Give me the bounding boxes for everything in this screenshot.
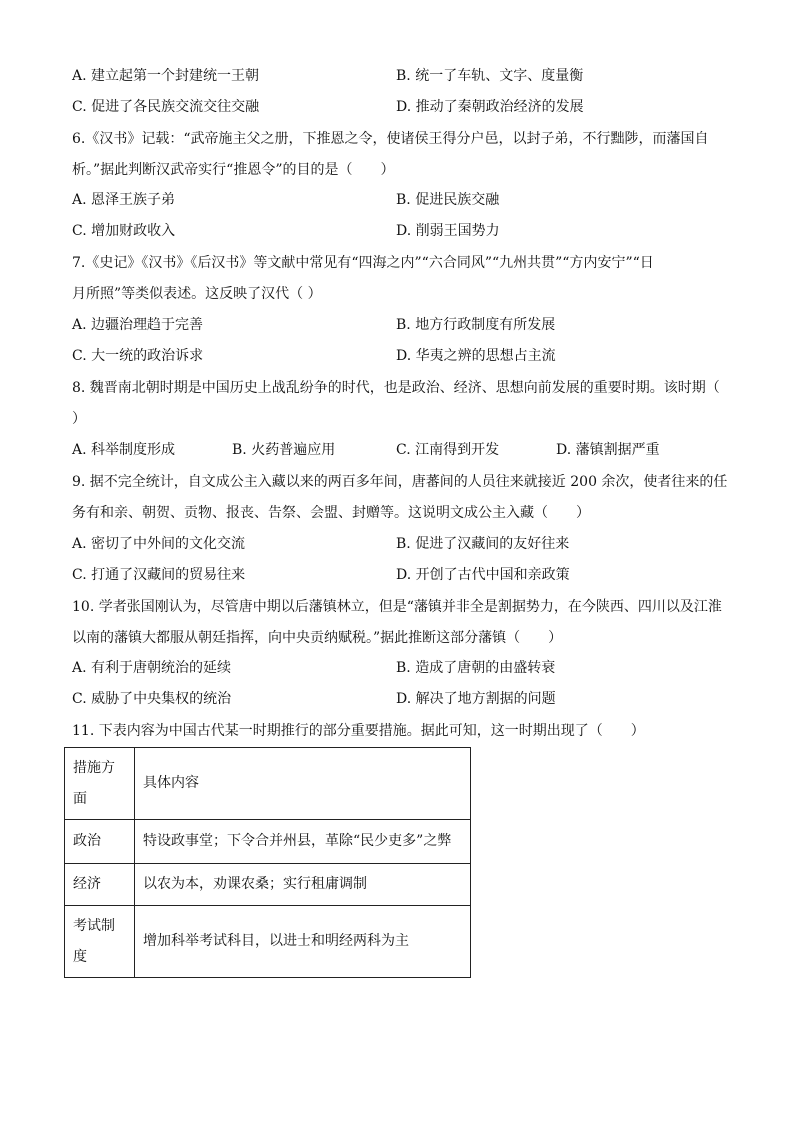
table-row xyxy=(65,820,471,864)
q10-stem xyxy=(72,592,724,654)
q10-option-d: D. 解决了地方割据的问题 xyxy=(396,691,556,707)
q9-stem-line2: 务有和亲、朝贺、贡物、报丧、告祭、会盟、封赠等。这说明文成公主入藏（ ） xyxy=(72,505,590,521)
q11-stem: 11. 下表内容为中国古代某一时期推行的部分重要措施。据此可知，这一时期出现了（ ） xyxy=(72,723,645,739)
q9-stem-line1: 9. 据不完全统计，自文成公主入藏以来的两百多年间，唐蕃间的人员往来就接近 200 余次，使者往来的任 xyxy=(72,474,728,490)
q10-stem-line1: 10. 学者张国刚认为，尽管唐中期以后藩镇林立，但是“藩镇并非全是割据势力，在今陕西、四川以及江淮 xyxy=(72,599,722,615)
q8-stem-line2: ） xyxy=(72,411,86,427)
table-header-cell xyxy=(135,748,471,820)
q7-option-d: D. 华夷之辨的思想占主流 xyxy=(396,348,556,364)
q6-option-c: C. 增加财政收入 xyxy=(72,223,176,239)
table-cell xyxy=(65,820,135,864)
q10-option-b: B. 造成了唐朝的由盛转衰 xyxy=(396,660,556,676)
q8-stem-line1: 8. 魏晋南北朝时期是中国历史上战乱纷争的时代，也是政治、经济、思想向前发展的重要时期。该时期（ xyxy=(72,380,720,396)
table-row xyxy=(65,864,471,906)
q7-option-c: C. 大一统的政治诉求 xyxy=(72,348,204,364)
table-cell xyxy=(65,864,135,906)
q7-stem-line2: 月所照”等类似表述。这反映了汉代（ ） xyxy=(72,286,322,302)
table-cell xyxy=(65,906,135,978)
q7-stem-line1: 7.《史记》《汉书》《后汉书》等文献中常见有“四海之内”“六合同风”“九州共贯”“方内安宁”“日 xyxy=(72,255,654,271)
table-header-text: 具体内容 xyxy=(143,775,199,791)
q9-stem xyxy=(72,467,728,529)
table-row xyxy=(65,906,471,978)
q8-option-c: C. 江南得到开发 xyxy=(396,442,500,458)
table-header-cell xyxy=(65,748,135,820)
table-cell xyxy=(135,820,471,864)
q9-option-b: B. 促进了汉藏间的友好往来 xyxy=(396,536,570,552)
q10-stem-line2: 以南的藩镇大都服从朝廷指挥，向中央贡纳赋税。”据此推断这部分藩镇（ ） xyxy=(72,630,563,646)
table-cell xyxy=(135,906,471,978)
table-cell-text: 以农为本，劝课农桑；实行租庸调制 xyxy=(143,876,367,892)
q9-option-c: C. 打通了汉藏间的贸易往来 xyxy=(72,567,246,583)
q7-stem xyxy=(72,248,724,310)
q11-measures-table xyxy=(64,747,471,978)
table-cell-text: 特设政事堂；下令合并州县，革除“民少吏多”之弊 xyxy=(143,833,452,849)
q8-option-b: B. 火药普遍应用 xyxy=(232,442,336,458)
q10-option-a: A. 有利于唐朝统治的延续 xyxy=(72,660,232,676)
q6-option-d: D. 削弱王国势力 xyxy=(396,223,500,239)
table-cell-text: 政治 xyxy=(73,833,101,849)
table-cell-text: 增加科举考试科目，以进士和明经两科为主 xyxy=(143,933,409,949)
table-header-text: 措施方面 xyxy=(73,759,115,807)
q6-option-b: B. 促进民族交融 xyxy=(396,192,500,208)
q5-option-d: D. 推动了秦朝政治经济的发展 xyxy=(396,99,584,115)
q6-option-a: A. 恩泽王族子弟 xyxy=(72,192,176,208)
q9-option-a: A. 密切了中外间的文化交流 xyxy=(72,536,246,552)
q7-option-b: B. 地方行政制度有所发展 xyxy=(396,317,556,333)
table-header-row xyxy=(65,748,471,820)
q8-option-d: D. 藩镇割据严重 xyxy=(556,442,660,458)
table-cell xyxy=(135,864,471,906)
table-cell-text: 经济 xyxy=(73,876,101,892)
table-cell-text: 考试制度 xyxy=(73,917,115,965)
q5-option-c: C. 促进了各民族交流交往交融 xyxy=(72,99,260,115)
q7-option-a: A. 边疆治理趋于完善 xyxy=(72,317,204,333)
q8-stem xyxy=(72,373,724,435)
q5-option-b: B. 统一了车轨、文字、度量衡 xyxy=(396,68,584,84)
q9-option-d: D. 开创了古代中国和亲政策 xyxy=(396,567,570,583)
q6-stem-line2: 析。”据此判断汉武帝实行“推恩令”的目的是（ ） xyxy=(72,162,395,178)
q6-stem xyxy=(72,124,724,186)
q5-option-a: A. 建立起第一个封建统一王朝 xyxy=(72,68,260,84)
q6-stem-line1: 6.《汉书》记载：“武帝施主父之册，下推恩之令，使诸侯王得分户邑，以封子弟，不行黜陟，而藩国自 xyxy=(72,131,709,147)
q10-option-c: C. 威胁了中央集权的统治 xyxy=(72,691,232,707)
q8-option-a: A. 科举制度形成 xyxy=(72,442,176,458)
